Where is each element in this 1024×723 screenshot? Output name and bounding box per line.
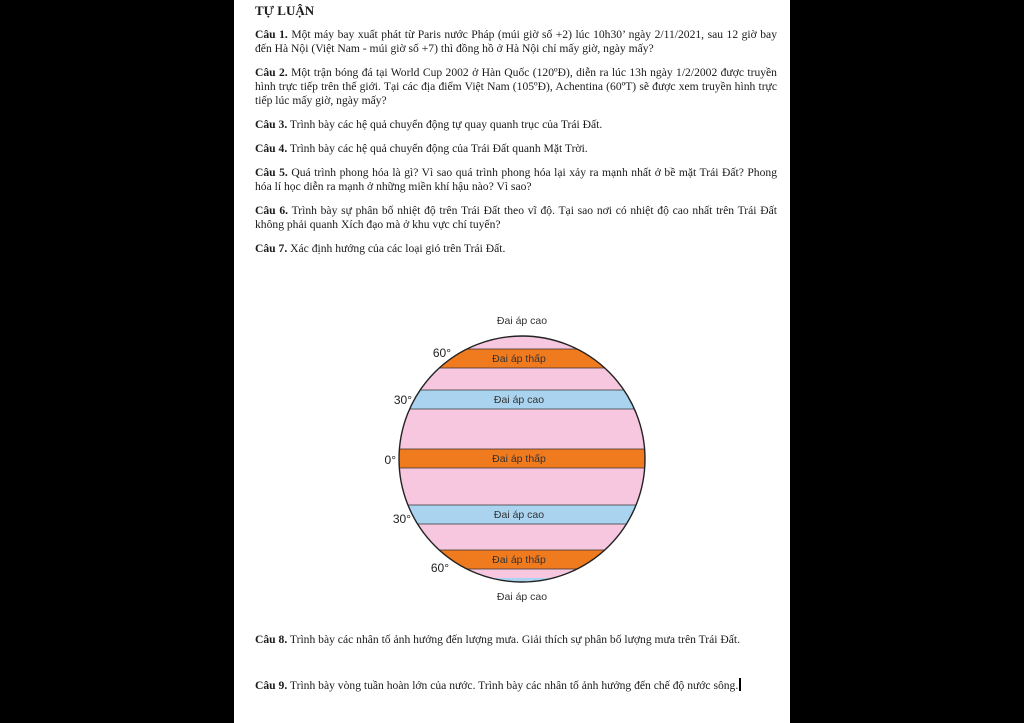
band-label-low-60n: Đai áp thấp xyxy=(492,353,546,365)
question-label: Câu 8. xyxy=(255,633,288,646)
question-5 xyxy=(255,166,777,194)
band-label-low-60s: Đai áp thấp xyxy=(492,554,546,566)
question-text: Quá trình phong hóa là gì? Vì sao quá trình phong hóa lại xảy ra mạnh nhất ở bề mặt Trái Đất? Phong hóa lí học diễn ra mạnh ở những miền khí hậu nào? Vì sao? xyxy=(255,166,777,193)
bottom-belt-label: Đai áp cao xyxy=(496,591,548,603)
question-8 xyxy=(255,633,777,647)
question-text: Trình bày các nhân tố ảnh hưởng đến lượng mưa. Giải thích sự phân bố lượng mưa trên Trái Đất. xyxy=(289,633,741,646)
question-4 xyxy=(255,142,777,156)
question-label: Câu 1. xyxy=(255,28,288,41)
latitude-label-30n: 30° xyxy=(393,393,412,407)
question-7 xyxy=(255,242,777,256)
latitude-label-60n: 60° xyxy=(432,346,451,360)
band-label-high-30s: Đai áp cao xyxy=(493,509,545,521)
question-2 xyxy=(255,66,777,108)
question-1 xyxy=(255,28,777,56)
question-label: Câu 9. xyxy=(255,679,288,692)
band-label-high-30n: Đai áp cao xyxy=(493,394,545,406)
question-label: Câu 3. xyxy=(255,118,288,131)
question-3 xyxy=(255,118,777,132)
question-text: Một máy bay xuất phát từ Paris nước Pháp (múi giờ số +2) lúc 10h30’ ngày 2/11/2021, sau 12 giờ bay đến Hà Nội (Việt Nam - múi giờ số +7) thì đồng hồ ở Hà Nội chỉ mấy giờ, ngày mấy? xyxy=(255,28,777,55)
question-text: Trình bày các hệ quả chuyển động tự quay quanh trục của Trái Đất. xyxy=(289,118,603,131)
text-cursor xyxy=(739,678,741,691)
latitude-label-0: 0° xyxy=(384,453,396,467)
question-label: Câu 4. xyxy=(255,142,288,155)
question-text: Trình bày vòng tuần hoàn lớn của nước. Trình bày các nhân tố ảnh hưởng đến chế độ nước sông. xyxy=(289,679,739,692)
question-text: Một trận bóng đá tại World Cup 2002 ở Hàn Quốc (120ºĐ), diễn ra lúc 13h ngày 1/2/2002 được truyền hình trực tiếp trên thế giới. Tại các địa điểm Việt Nam (105ºĐ), Achentina (60ºT) sẽ được xem truyền hình trực tiếp lúc mấy giờ, ngày mấy? xyxy=(255,66,777,107)
question-label: Câu 2. xyxy=(255,66,288,79)
document-content xyxy=(255,4,777,266)
latitude-label-30s: 30° xyxy=(392,512,411,526)
pressure-belt-diagram xyxy=(369,305,669,610)
latitude-label-60s: 60° xyxy=(430,561,449,575)
top-belt-label: Đai áp cao xyxy=(496,315,548,327)
question-6 xyxy=(255,204,777,232)
band-label-low-0: Đai áp thấp xyxy=(492,453,546,465)
question-text: Trình bày các hệ quả chuyển động của Trái Đất quanh Mặt Trời. xyxy=(289,142,588,155)
question-text: Trình bày sự phân bố nhiệt độ trên Trái Đất theo vĩ độ. Tại sao nơi có nhiệt độ cao nhất trên Trái Đất không phải quanh Xích đạo mà ở khu vực chí tuyến? xyxy=(255,204,777,231)
question-9 xyxy=(255,678,777,693)
section-heading: TỰ LUẬN xyxy=(255,3,315,18)
question-text: Xác định hướng của các loại gió trên Trái Đất. xyxy=(290,242,506,255)
document-page xyxy=(234,0,790,723)
question-label: Câu 7. xyxy=(255,242,288,255)
question-label: Câu 5. xyxy=(255,166,288,179)
question-label: Câu 6. xyxy=(255,204,289,217)
